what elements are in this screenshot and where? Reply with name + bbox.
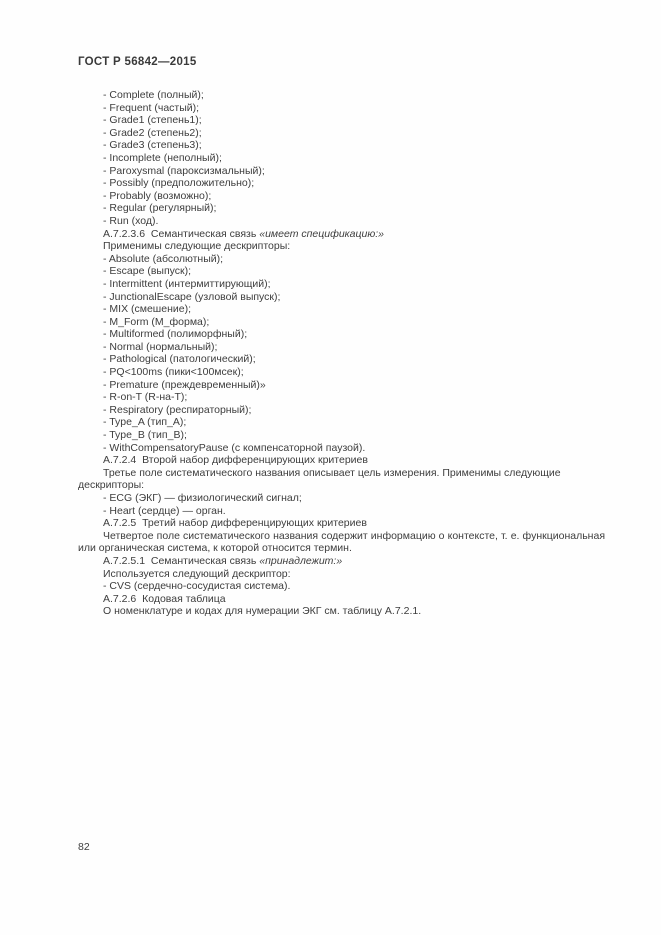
text-line-para	[78, 568, 605, 581]
text-segment: А.7.2.4 Второй набор дифференцирующих критериев	[103, 454, 368, 467]
text-segment: - Regular (регулярный);	[103, 202, 217, 215]
text-segment: - Intermittent (интермиттирующий);	[103, 277, 271, 290]
text-segment: - Probably (возможно);	[103, 189, 212, 202]
standard-designation: ГОСТ Р 56842—2015	[78, 56, 197, 68]
text-segment: - Escape (выпуск);	[103, 265, 192, 278]
text-line-item	[78, 215, 605, 228]
text-segment: О номенклатуре и кодах для нумерации ЭКГ см. таблицу А.7.2.1.	[103, 605, 422, 618]
semantic-relation-term: «принадлежит:»	[259, 554, 343, 567]
text-line-item	[78, 404, 605, 417]
text-line-para	[78, 240, 605, 253]
text-line-para	[78, 605, 605, 618]
text-line-item	[78, 341, 605, 354]
text-segment: - M_Form (М_форма);	[103, 315, 210, 328]
text-line-heading	[78, 555, 605, 568]
text-segment: А.7.2.5 Третий набор дифференцирующих критериев	[103, 517, 367, 530]
text-line-item	[78, 303, 605, 316]
semantic-relation-term: «имеет спецификацию:»	[259, 227, 384, 240]
text-segment: Третье поле систематического названия описывает цель измерения. Применимы следующие дескрипторы:	[78, 466, 561, 492]
text-segment: - ECG (ЭКГ) — физиологический сигнал;	[103, 492, 302, 504]
text-line-item	[78, 366, 605, 379]
text-segment: А.7.2.5.1 Семантическая связь	[103, 554, 260, 567]
page-number: 82	[78, 841, 90, 853]
text-segment: - CVS (сердечно-сосудистая система).	[103, 580, 291, 593]
text-line-item	[78, 114, 605, 127]
text-line-item	[78, 379, 605, 392]
text-segment: Четвертое поле систематического названия содержит информацию о контексте, т. е. функциональная или органическая система, к которой относится термин.	[78, 529, 605, 555]
text-line-para	[78, 530, 605, 555]
text-line-item	[78, 580, 605, 593]
text-line-heading	[78, 454, 605, 467]
text-segment: А.7.2.6 Кодовая таблица	[103, 592, 226, 605]
text-segment: - WithCompensatoryPause (с компенсаторной паузой).	[103, 441, 366, 454]
text-line-item	[78, 353, 605, 366]
text-line-item	[78, 416, 605, 429]
text-line-item	[78, 316, 605, 329]
text-segment: - MIX (смешение);	[103, 303, 191, 316]
text-line-item	[78, 265, 605, 278]
text-segment: - Grade1 (степень1);	[103, 114, 202, 127]
text-line-item	[78, 391, 605, 404]
text-segment: - Pathological (патологический);	[103, 353, 256, 366]
text-line-item	[78, 492, 605, 505]
text-segment: - JunctionalEscape (узловой выпуск);	[103, 290, 281, 303]
text-segment: - Normal (нормальный);	[103, 340, 218, 353]
text-line-heading	[78, 517, 605, 530]
text-line-item	[78, 429, 605, 442]
text-segment: - Absolute (абсолютный);	[103, 252, 224, 265]
text-line-heading	[78, 228, 605, 241]
text-segment: - Type_A (тип_А);	[103, 416, 187, 429]
text-segment: - Paroxysmal (пароксизмальный);	[103, 164, 265, 177]
text-segment: Используется следующий дескриптор:	[103, 567, 291, 580]
text-line-item	[78, 202, 605, 215]
text-segment: - Grade3 (степень3);	[103, 139, 202, 152]
text-line-heading	[78, 593, 605, 606]
text-segment: - Respiratory (респираторный);	[103, 403, 252, 416]
text-segment: - Frequent (частый);	[103, 101, 200, 114]
text-line-item	[78, 127, 605, 140]
text-line-item	[78, 89, 605, 102]
text-segment: - Possibly (предположительно);	[103, 177, 255, 190]
text-segment: - Grade2 (степень2);	[103, 126, 202, 139]
text-segment: А.7.2.3.6 Семантическая связь	[103, 227, 260, 240]
text-line-item	[78, 278, 605, 291]
text-line-item	[78, 442, 605, 455]
text-line-item	[78, 139, 605, 152]
text-line-item	[78, 328, 605, 341]
text-segment: - Premature (преждевременный)»	[103, 378, 266, 391]
text-segment: - R-on-T (R-на-Т);	[103, 391, 188, 404]
text-segment: - Heart (сердце) — орган.	[103, 504, 226, 517]
text-line-item	[78, 505, 605, 518]
text-line-item	[78, 165, 605, 178]
text-segment: - Multiformed (полиморфный);	[103, 328, 248, 341]
text-line-item	[78, 177, 605, 190]
text-segment: - Type_B (тип_В);	[103, 429, 187, 442]
text-line-item	[78, 152, 605, 165]
text-segment: Применимы следующие дескрипторы:	[103, 240, 291, 253]
text-segment: - PQ<100ms (пики<100мсек);	[103, 366, 244, 379]
text-segment: - Incomplete (неполный);	[103, 151, 222, 164]
text-line-item	[78, 102, 605, 115]
text-line-item	[78, 253, 605, 266]
document-content	[78, 89, 605, 618]
text-segment: - Complete (полный);	[103, 89, 204, 101]
text-segment: - Run (ход).	[103, 214, 159, 227]
text-line-item	[78, 291, 605, 304]
text-line-item	[78, 190, 605, 203]
text-line-para	[78, 467, 605, 492]
